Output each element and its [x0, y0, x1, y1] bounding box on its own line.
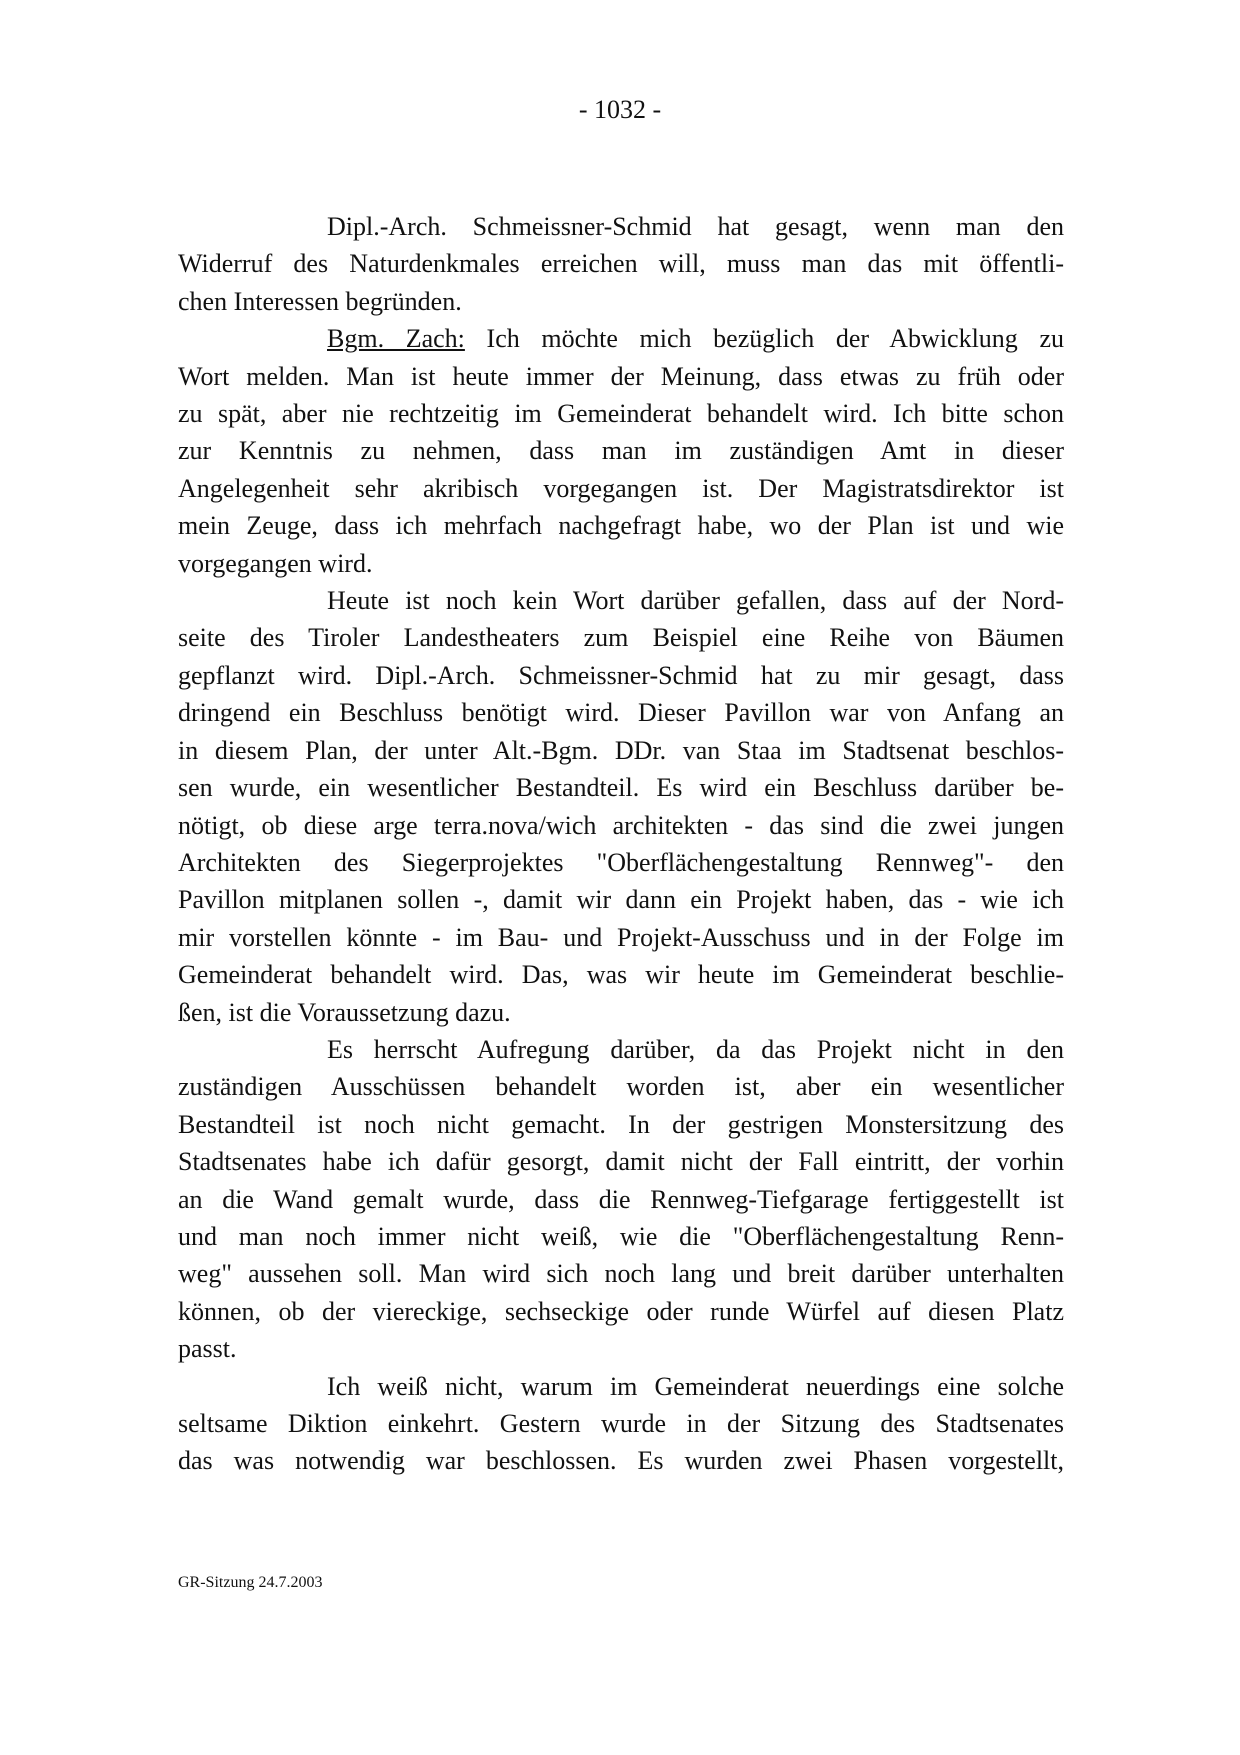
paragraph-2 — [178, 320, 1064, 582]
text-line: mein Zeuge, dass ich mehrfach nachgefragt habe, wo der Plan ist und wie — [178, 511, 1064, 541]
text-line: und man noch immer nicht weiß, wie die "Oberflächengestaltung Renn- — [178, 1221, 1064, 1251]
body-text — [178, 208, 1064, 1480]
text-line: seltsame Diktion einkehrt. Gestern wurde in der Sitzung des Stadtsenates — [178, 1409, 1064, 1438]
page-number: - 1032 - — [578, 95, 662, 124]
text-line: gepflanzt wird. Dipl.-Arch. Schmeissner-Schmid hat zu mir gesagt, dass — [178, 660, 1064, 690]
text-line: sen wurde, ein wesentlicher Bestandteil. Es wird ein Beschluss darüber be- — [178, 773, 1064, 803]
text-line: Pavillon mitplanen sollen -, damit wir dann ein Projekt haben, das - wie ich — [178, 885, 1064, 915]
text-line: das was notwendig war beschlossen. Es wurden zwei Phasen vorgestellt, — [178, 1446, 1064, 1476]
paragraph-3 — [178, 582, 1064, 1031]
text-line: in diesem Plan, der unter Alt.-Bgm. DDr. van Staa im Stadtsenat beschlos- — [178, 735, 1064, 765]
footer-session-date: GR-Sitzung 24.7.2003 — [178, 1574, 323, 1591]
speaker-name: Bgm. Zach: — [327, 324, 465, 354]
text-line: Wort melden. Man ist heute immer der Meinung, dass etwas zu früh oder — [178, 361, 1064, 391]
text-line: Gemeinderat behandelt wird. Das, was wir heute im Gemeinderat beschlie- — [178, 960, 1064, 990]
text-line: Angelegenheit sehr akribisch vorgegangen ist. Der Magistratsdirektor ist — [178, 473, 1064, 503]
text-line: seite des Tiroler Landestheaters zum Beispiel eine Reihe von Bäumen — [178, 623, 1064, 653]
text-line: chen Interessen begründen. — [178, 286, 462, 316]
text-line: an die Wand gemalt wurde, dass die Rennweg-Tiefgarage fertiggestellt ist — [178, 1184, 1064, 1214]
paragraph-5 — [178, 1368, 1064, 1480]
text-line — [178, 320, 1064, 357]
text-line: weg" aussehen soll. Man wird sich noch lang und breit darüber unterhalten — [178, 1259, 1064, 1289]
text-line: zuständigen Ausschüssen behandelt worden ist, aber ein wesentlicher — [178, 1072, 1064, 1102]
text-line: Heute ist noch kein Wort darüber gefallen, dass auf der Nord- — [327, 586, 1064, 616]
paragraph-4 — [178, 1031, 1064, 1368]
text-line: Es herrscht Aufregung darüber, da das Projekt nicht in den — [327, 1034, 1064, 1064]
speaker-text: Ich möchte mich bezüglich der Abwicklung zu — [464, 324, 1064, 354]
text-line: Dipl.-Arch. Schmeissner-Schmid hat gesagt, wenn man den — [327, 212, 1064, 241]
text-line: zu spät, aber nie rechtzeitig im Gemeinderat behandelt wird. Ich bitte schon — [178, 399, 1064, 429]
text-line: Widerruf des Naturdenkmales erreichen will, muss man das mit öffentli- — [178, 249, 1064, 279]
text-line: dringend ein Beschluss benötigt wird. Dieser Pavillon war von Anfang an — [178, 698, 1064, 728]
text-line: können, ob der viereckige, sechseckige oder runde Würfel auf diesen Platz — [178, 1296, 1064, 1326]
text-line: Architekten des Siegerprojektes "Oberflächengestaltung Rennweg"- den — [178, 847, 1064, 877]
text-line: Stadtsenates habe ich dafür gesorgt, damit nicht der Fall eintritt, der vorhin — [178, 1147, 1064, 1177]
text-line: vorgegangen wird. — [178, 548, 373, 578]
text-line: mir vorstellen könnte - im Bau- und Projekt-Ausschuss und in der Folge im — [178, 922, 1064, 952]
text-line: Bestandteil ist noch nicht gemacht. In der gestrigen Monstersitzung des — [178, 1109, 1064, 1139]
text-line: nötigt, ob diese arge terra.nova/wich architekten - das sind die zwei jungen — [178, 810, 1064, 840]
text-line: Ich weiß nicht, warum im Gemeinderat neuerdings eine solche — [327, 1371, 1064, 1401]
text-line: ßen, ist die Voraussetzung dazu. — [178, 997, 511, 1027]
text-line: passt. — [178, 1334, 237, 1364]
text-line: zur Kenntnis zu nehmen, dass man im zuständigen Amt in dieser — [178, 436, 1064, 466]
paragraph-1 — [178, 208, 1064, 320]
